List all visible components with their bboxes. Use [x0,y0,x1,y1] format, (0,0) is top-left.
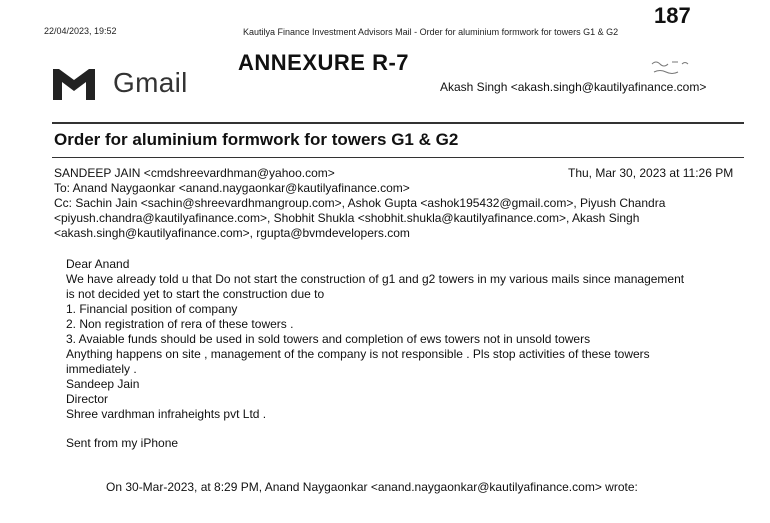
email-subject: Order for aluminium formwork for towers G1 & G2 [54,130,459,149]
sender: SANDEEP JAIN <cmdshreevardhman@yahoo.com> [54,166,335,180]
signature-company: Shree vardhman infraheights pvt Ltd . [66,407,267,421]
cc-line: Cc: Sachin Jain <sachin@shreevardhmangroup.com>, Ashok Gupta <ashok195432@gmail.com>, Piyush Chandra [54,196,666,210]
body-line: 3. Avaiable funds should be used in sold towers and completion of ews towers not in unsold towers [66,332,591,346]
to-line: To: Anand Naygaonkar <anand.naygaonkar@kautilyafinance.com> [54,181,410,195]
gmail-logo-icon [50,66,98,102]
print-date: 22/04/2023, 19:52 [44,26,117,36]
print-title: Kautilya Finance Investment Advisors Mail - Order for aluminium formwork for towers G1 & G2 [243,27,619,37]
page-number: 187 [654,3,691,28]
message-date: Thu, Mar 30, 2023 at 11:26 PM [568,166,734,180]
annexure-label: ANNEXURE R-7 [238,50,410,75]
cc-line: <piyush.chandra@kautilyafinance.com>, Shobhit Shukla <shobhit.shukla@kautilyafinance.com>, Akash Singh [54,211,640,225]
divider-subject [52,157,744,158]
body-line: Dear Anand [66,257,130,271]
signature-name: Sandeep Jain [66,377,140,391]
body-line: 2. Non registration of rera of these towers . [66,317,294,331]
divider-top [52,122,744,124]
body-line: Anything happens on site , management of the company is not responsible . Pls stop activities of these towers [66,347,650,361]
account-email: Akash Singh <akash.singh@kautilyafinance.com> [440,80,707,94]
body-line: 1. Financial position of company [66,302,238,316]
sent-from: Sent from my iPhone [66,436,179,450]
cc-line: <akash.singh@kautilyafinance.com>, rgupta@bvmdevelopers.com [54,226,410,240]
handwritten-mark [650,58,698,78]
body-line: immediately . [66,362,137,376]
quote-header: On 30-Mar-2023, at 8:29 PM, Anand Naygaonkar <anand.naygaonkar@kautilyafinance.com> wrote: [106,480,638,494]
gmail-wordmark: Gmail [113,67,188,98]
body-line: is not decided yet to start the construction due to [66,287,325,301]
body-line: We have already told u that Do not start the construction of g1 and g2 towers in my various mails since management [66,272,685,286]
signature-title: Director [66,392,109,406]
